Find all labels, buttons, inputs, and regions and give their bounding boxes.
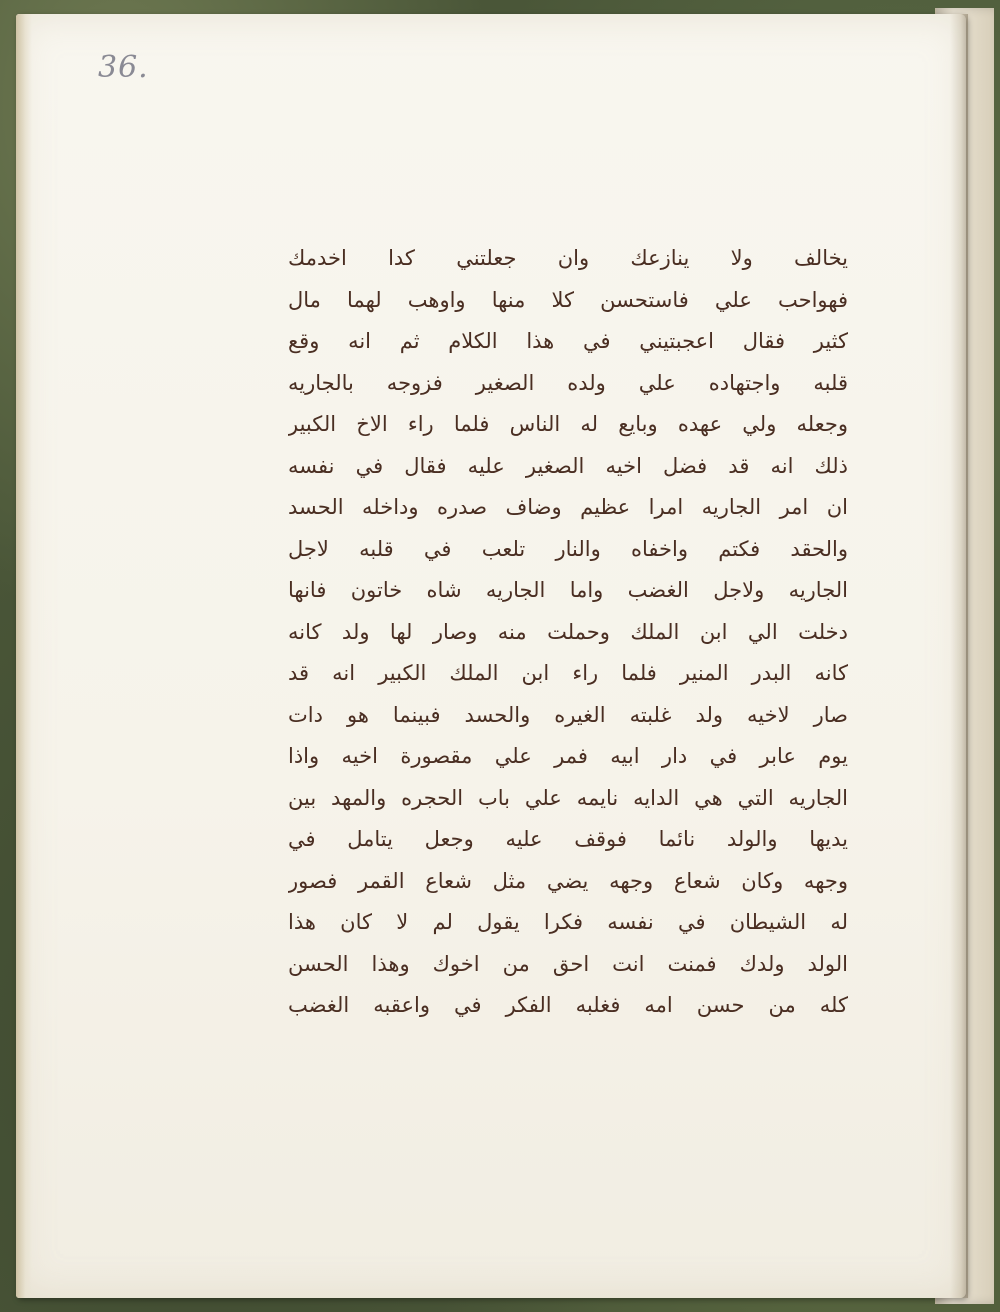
text-line: فهواحب علي فاستحسن كلا منها واوهب لهما مال	[288, 287, 848, 312]
text-line: كانه البدر المنير فلما راء ابن الملك الكبير انه قد	[288, 661, 848, 685]
text-line: الجاريه التي هي الدايه نايمه علي باب الحجره والمهد بين	[288, 785, 848, 810]
text-line: كله من حسن امه فغلبه الفكر في واعقبه الغضب	[288, 993, 848, 1017]
text-line: دخلت الي ابن الملك وحملت منه وصار لها ولد كانه	[288, 619, 848, 644]
text-line: له الشيطان في نفسه فكرا يقول لم لا كان هذا	[288, 910, 848, 934]
text-line: وجعله ولي عهده وبايع له الناس فلما راء الاخ الكبير	[288, 412, 848, 436]
text-line: قلبه واجتهاده علي ولده الصغير فزوجه بالجاريه	[288, 370, 848, 395]
text-line: يديها والولد نائما فوقف عليه وجعل يتامل في	[288, 827, 848, 851]
text-line: كثير فقال اعجبتيني في هذا الكلام ثم انه وقع	[288, 329, 848, 353]
text-line: ذلك انه قد فضل اخيه الصغير عليه فقال في نفسه	[288, 453, 848, 478]
binding-gutter	[950, 14, 968, 1298]
page-left-edge	[16, 14, 32, 1298]
text-line: ان امر الجاريه امرا عظيم وضاف صدره وداخله الحسد	[288, 495, 848, 519]
text-line: وجهه وكان شعاع وجهه يضي مثل شعاع القمر فصور	[288, 868, 848, 893]
text-line: صار لاخيه ولد غلبته الغيره والحسد فبينما هو دات	[288, 702, 848, 727]
text-line: والحقد فكتم واخفاه والنار تلعب في قلبه لاجل	[288, 536, 848, 561]
text-line: يوم عابر في دار ابيه فمر علي مقصورة اخيه واذا	[288, 744, 848, 768]
text-line: يخالف ولا ينازعك وان جعلتني كدا اخدمك	[288, 246, 848, 270]
text-line: الجاريه ولاجل الغضب واما الجاريه شاه خاتون فانها	[288, 578, 848, 602]
folio-number: 36.	[98, 50, 149, 85]
text-line: الولد ولدك فمنت انت احق من اخوك وهذا الحسن	[288, 951, 848, 976]
manuscript-text-block	[288, 238, 848, 1027]
